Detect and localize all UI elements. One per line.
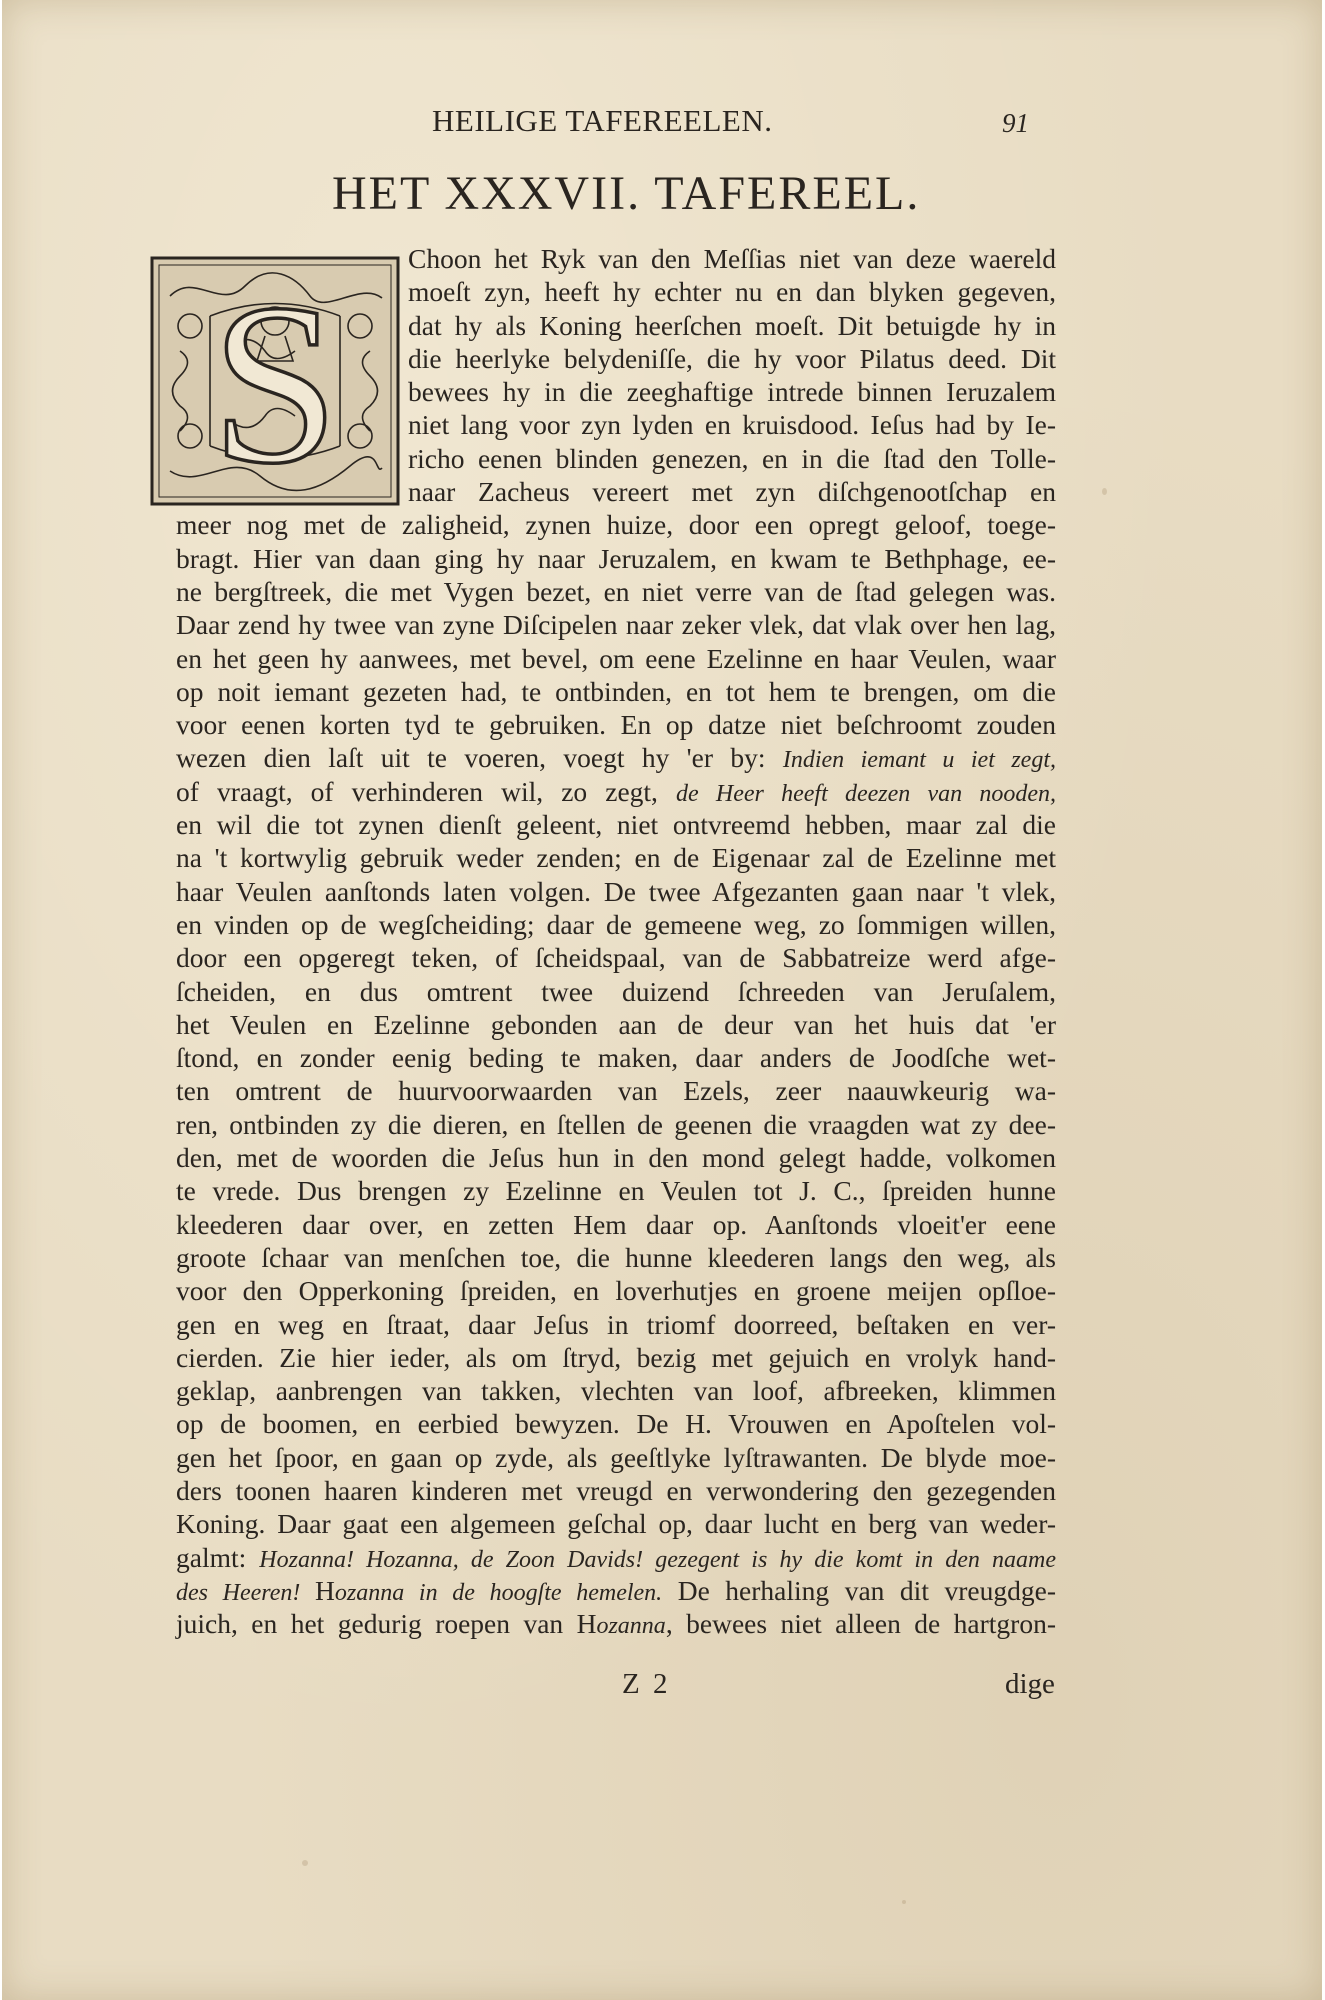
text-segment: H	[315, 1574, 335, 1606]
text-segment: kleederen daar over, en zetten Hem daar op. Aanſtonds vloeit'er eene	[176, 1208, 1056, 1240]
paper-stain	[1102, 488, 1107, 495]
text-line	[176, 1008, 1056, 1041]
initial-letter: S	[211, 256, 339, 506]
text-segment: op de boomen, en eerbied bewyzen. De H. Vrouwen en Apoſtelen vol-	[176, 1408, 1056, 1440]
text-segment: Koning. Daar gaat een algemeen geſchal op, daar lucht en berg van weder-	[176, 1508, 1056, 1540]
text-line	[176, 1441, 1056, 1474]
text-line	[176, 608, 1056, 641]
italic-text-segment: Indien iemant u iet zegt,	[782, 747, 1057, 774]
text-line	[176, 1208, 1056, 1241]
text-line	[176, 1474, 1056, 1507]
text-segment: geklap, aanbrengen van takken, vlechten van loof, afbreeken, klimmen	[176, 1375, 1056, 1407]
text-line	[176, 808, 1056, 841]
text-line	[408, 242, 1056, 275]
text-segment: dat hy als Koning heerſchen moeſt. Dit betuigde hy in	[408, 309, 1056, 341]
text-line	[176, 675, 1056, 708]
text-segment: ren, ontbinden zy die dieren, en ſtellen de geenen die vraagden wat zy dee-	[176, 1108, 1056, 1140]
text-segment: gen en weg en ſtraat, daar Jeſus in triomf doorreed, beſtaken en ver-	[176, 1308, 1056, 1340]
text-line	[176, 642, 1056, 675]
italic-text-segment: ozanna	[596, 1613, 666, 1640]
signature-mark: Z 2	[622, 1668, 671, 1700]
text-segment: wezen dien laſt uit te voeren, voegt hy 'er by:	[176, 742, 783, 774]
text-line	[176, 908, 1056, 941]
body-text	[176, 242, 1056, 1640]
text-line	[176, 1507, 1056, 1540]
text-segment: bewees hy in die zeeghaftige intrede binnen Ieruzalem	[408, 376, 1056, 408]
text-segment: ne bergſtreek, die met Vygen bezet, en niet verre van de ſtad gelegen was.	[176, 575, 1056, 607]
text-segment: , bewees niet alleen de hartgron-	[665, 1608, 1056, 1640]
text-segment: of vraagt, of verhinderen wil, zo zegt,	[176, 775, 677, 807]
text-segment: door een opgeregt teken, of ſcheidspaal, van de Sabbatreize werd afge-	[176, 942, 1056, 974]
text-line	[176, 1141, 1056, 1174]
text-segment: te vrede. Dus brengen zy Ezelinne en Veulen tot J. C., ſpreiden hunne	[176, 1175, 1056, 1207]
text-segment: na 't kortwylig gebruik weder zenden; en de Eigenaar zal de Ezelinne met	[176, 842, 1056, 874]
text-line	[176, 542, 1056, 575]
text-segment: De herhaling van dit vreugdge-	[662, 1574, 1056, 1606]
text-line	[176, 1341, 1056, 1374]
page-number: 91	[1002, 108, 1029, 138]
text-segment: ſtond, en zonder eenig beding te maken, daar anders de Joodſche wet-	[176, 1042, 1056, 1074]
text-line	[176, 508, 1056, 541]
text-segment: den, met de woorden die Jeſus hun in den mond gelegt hadde, volkomen	[176, 1142, 1056, 1174]
italic-text-segment: des Heeren!	[176, 1579, 316, 1606]
text-line	[176, 1274, 1056, 1307]
text-line	[408, 475, 1056, 508]
text-segment: ten omtrent de huurvoorwaarden van Ezels, zeer naauwkeurig wa-	[176, 1075, 1056, 1107]
italic-text-segment: Hozanna! Hozanna, de Zoon Davids! gezegent is hy die komt in den naame	[259, 1546, 1056, 1573]
text-segment: Choon het Ryk van den Meſſias niet van deze waereld	[408, 243, 1056, 274]
text-segment: niet lang voor zyn lyden en kruisdood. Ieſus had by Ie-	[408, 409, 1056, 441]
text-line	[176, 1074, 1056, 1107]
text-line	[176, 1241, 1056, 1274]
chapter-heading: HET XXXVII. TAFEREEL.	[332, 167, 921, 220]
text-segment: gen het ſpoor, en gaan op zyde, als geeſtlyke lyſtrawanten. De blyde moe-	[176, 1441, 1056, 1473]
text-segment: naar Zacheus vereert met zyn diſchgenootſchap en	[408, 476, 1056, 508]
text-segment: en het geen hy aanwees, met bevel, om eene Ezelinne en haar Veulen, waar	[176, 642, 1056, 674]
text-line	[408, 375, 1056, 408]
text-line	[176, 975, 1056, 1008]
text-line	[408, 442, 1056, 475]
text-line	[176, 1174, 1056, 1207]
text-line	[176, 1407, 1056, 1440]
text-line	[408, 342, 1056, 375]
text-line	[408, 275, 1056, 308]
text-segment: juich, en het gedurig roepen van H	[176, 1608, 597, 1640]
text-segment: haar Veulen aanſtonds laten volgen. De twee Afgezanten gaan naar 't vlek,	[176, 875, 1056, 907]
text-segment: op noit iemant gezeten had, te ontbinden, en tot hem te brengen, om die	[176, 675, 1056, 707]
catchword: dige	[1005, 1668, 1055, 1700]
book-page	[2, 0, 1322, 2000]
text-line	[408, 309, 1056, 342]
text-line	[176, 1041, 1056, 1074]
text-line	[408, 408, 1056, 441]
text-segment: het Veulen en Ezelinne gebonden aan de deur van het huis dat 'er	[176, 1008, 1056, 1040]
text-line	[176, 875, 1056, 908]
text-segment: ders toonen haaren kinderen met vreugd en verwondering den gezegenden	[176, 1474, 1056, 1506]
text-segment: ſcheiden, en dus omtrent twee duizend ſchreeden van Jeruſalem,	[176, 975, 1056, 1007]
text-segment: groote ſchaar van menſchen toe, die hunne kleederen langs den weg, als	[176, 1241, 1056, 1273]
text-segment: bragt. Hier van daan ging hy naar Jeruzalem, en kwam te Bethphage, ee-	[176, 542, 1056, 574]
text-segment: en vinden op de wegſcheiding; daar de gemeene weg, zo ſommigen willen,	[176, 908, 1056, 940]
text-line	[176, 575, 1056, 608]
text-line	[176, 708, 1056, 741]
italic-text-segment: de Heer heeft deezen van nooden,	[676, 780, 1056, 807]
text-line	[176, 1574, 1056, 1607]
text-segment: meer nog met de zaligheid, zynen huize, door een opregt geloof, toege-	[176, 509, 1056, 541]
text-line	[176, 941, 1056, 974]
text-segment: moeſt zyn, heeft hy echter nu en dan blyken gegeven,	[408, 276, 1056, 308]
text-segment: voor den Opperkoning ſpreiden, en loverhutjes en groene meijen opſloe-	[176, 1275, 1056, 1307]
text-segment: cierden. Zie hier ieder, als om ſtryd, bezig met gejuich en vrolyk hand-	[176, 1341, 1056, 1373]
text-line	[176, 741, 1056, 774]
paper-stain	[902, 1900, 906, 1904]
running-head: HEILIGE TAFEREELEN.	[432, 103, 773, 138]
text-segment: richo eenen blinden genezen, en in die ſtad den Tolle-	[408, 442, 1056, 474]
text-segment: die heerlyke belydeniſſe, die hy voor Pilatus deed. Dit	[408, 342, 1056, 374]
text-line	[176, 775, 1056, 808]
text-line	[176, 841, 1056, 874]
italic-text-segment: ozanna in de hoogſte hemelen.	[334, 1579, 663, 1606]
text-line	[176, 1607, 1056, 1640]
text-segment: Daar zend hy twee van zyne Diſcipelen naar zeker vlek, dat vlak over hen lag,	[176, 609, 1056, 641]
text-line	[176, 1308, 1056, 1341]
text-segment: en wil die tot zynen dienſt geleent, niet ontvreemd hebben, maar zal die	[176, 809, 1056, 841]
text-segment: galmt:	[176, 1541, 260, 1573]
text-line	[176, 1374, 1056, 1407]
text-segment: voor eenen korten tyd te gebruiken. En op datze niet beſchroomt zouden	[176, 709, 1056, 741]
paper-stain	[302, 1860, 308, 1866]
text-line	[176, 1108, 1056, 1141]
text-line	[176, 1541, 1056, 1574]
